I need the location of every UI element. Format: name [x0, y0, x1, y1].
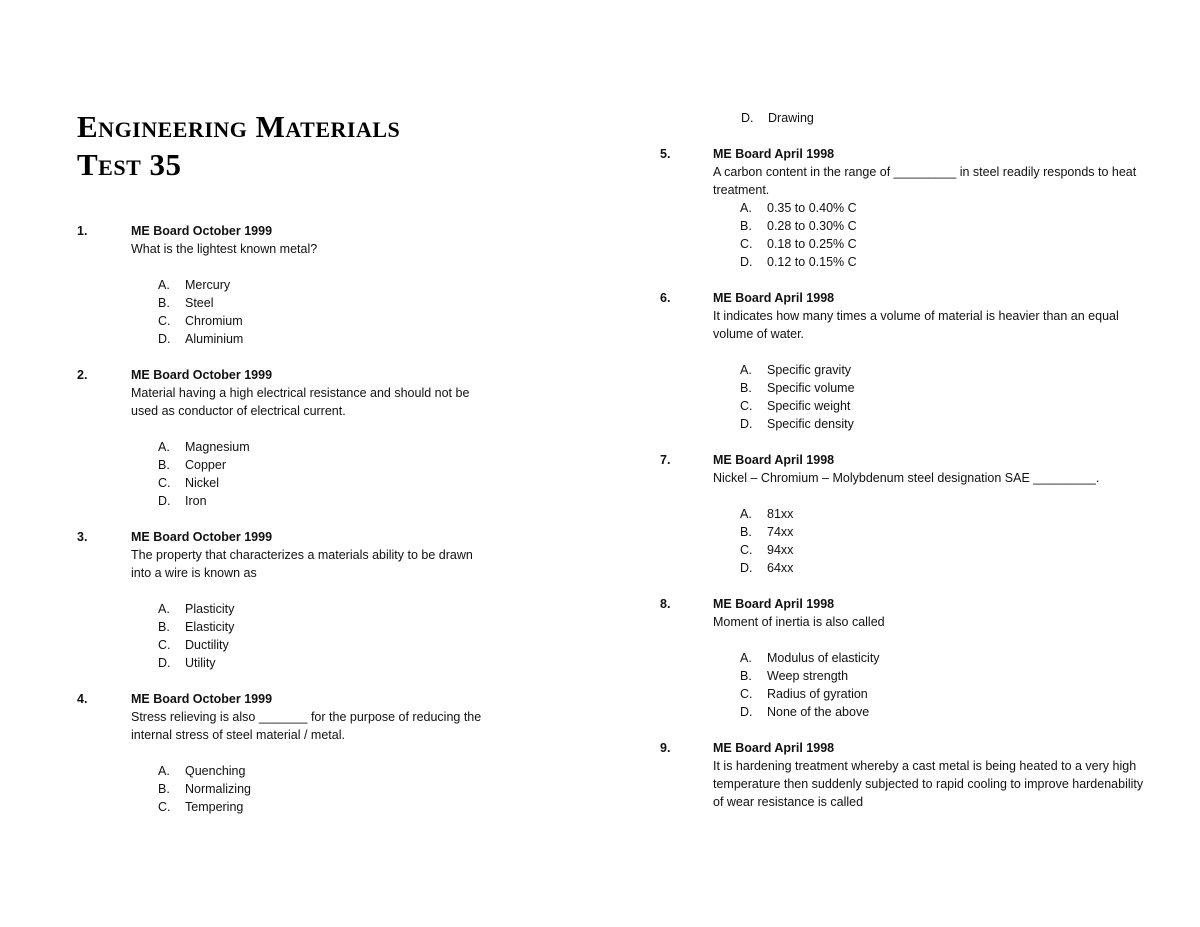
option-text: Chromium [185, 314, 243, 328]
option-letter: A. [740, 363, 752, 377]
question-number: 5. [660, 147, 671, 161]
options-list [158, 600, 537, 672]
option-text: Elasticity [185, 620, 235, 634]
option-text: 0.12 to 0.15% C [767, 255, 857, 269]
question-number: 2. [77, 368, 88, 382]
question-stem: It is hardening treatment whereby a cast metal is being heated to a very high temperature then suddenly subjected to rapid cooling to improve hardenability of wear resistance is called [713, 759, 1144, 809]
option-text: Copper [185, 458, 226, 472]
question-source: ME Board October 1999 [131, 530, 273, 544]
question-body [713, 451, 1195, 577]
question-stem: A carbon content in the range of _________ in steel readily responds to heat treatment. [713, 165, 1137, 197]
question-source: ME Board April 1998 [713, 741, 835, 755]
question-item [77, 222, 537, 348]
option-item [158, 636, 537, 654]
option-text: Iron [185, 494, 207, 508]
option-text: Quenching [185, 764, 246, 778]
option-item [740, 217, 1195, 235]
option-text: Nickel [185, 476, 220, 490]
option-item [740, 379, 1195, 397]
question-stem: Nickel – Chromium – Molybdenum steel designation SAE _________. [713, 471, 1100, 485]
option-item [158, 474, 537, 492]
option-item [158, 294, 537, 312]
question-source: ME Board October 1999 [131, 692, 273, 706]
option-item [740, 199, 1195, 217]
options-list [158, 438, 537, 510]
option-letter: B. [740, 669, 752, 683]
option-text: Radius of gyration [767, 687, 868, 701]
question-source: ME Board April 1998 [713, 147, 835, 161]
question-body [713, 145, 1195, 271]
question-stem: What is the lightest known metal? [131, 242, 318, 256]
option-text: Specific gravity [767, 363, 852, 377]
option-item [740, 559, 1195, 577]
left-column [77, 222, 537, 816]
option-letter: C. [740, 237, 753, 251]
option-text: None of the above [767, 705, 870, 719]
option-letter: A. [158, 278, 170, 292]
question-stem: Stress relieving is also _______ for the purpose of reducing the internal stress of steel material / metal. [131, 710, 482, 742]
question-number: 1. [77, 224, 88, 238]
question-number: 6. [660, 291, 671, 305]
option-item [158, 654, 537, 672]
question-item [660, 145, 1195, 271]
question-body [131, 222, 537, 348]
option-item [740, 667, 1195, 685]
option-item [158, 762, 537, 780]
option-text: Specific weight [767, 399, 851, 413]
option-letter: A. [740, 201, 752, 215]
option-letter: A. [158, 440, 170, 454]
question-item [77, 366, 537, 510]
option-item [158, 312, 537, 330]
question-item [660, 289, 1195, 433]
option-letter: B. [158, 782, 170, 796]
option-item [740, 415, 1195, 433]
option-letter: D. [740, 705, 753, 719]
option-item [740, 253, 1195, 271]
option-text: 0.18 to 0.25% C [767, 237, 857, 251]
question-body [131, 690, 537, 816]
question-source: ME Board October 1999 [131, 224, 273, 238]
option-text: Normalizing [185, 782, 251, 796]
option-letter: C. [158, 476, 171, 490]
question-item [660, 451, 1195, 577]
option-text: Weep strength [767, 669, 849, 683]
right-column [660, 109, 1195, 811]
option-text: Magnesium [185, 440, 250, 454]
option-text: Tempering [185, 800, 244, 814]
option-letter: D. [741, 111, 754, 125]
option-letter: A. [158, 602, 170, 616]
option-item [158, 330, 537, 348]
question-body [713, 739, 1195, 811]
option-letter: D. [158, 494, 171, 508]
option-text: 94xx [767, 543, 794, 557]
option-letter: C. [740, 687, 753, 701]
question-source: ME Board April 1998 [713, 291, 835, 305]
question-stem: The property that characterizes a materials ability to be drawn into a wire is known as [131, 548, 473, 580]
options-list [740, 361, 1195, 433]
option-letter: C. [740, 399, 753, 413]
option-item [740, 649, 1195, 667]
option-item [741, 109, 1195, 127]
option-item [740, 235, 1195, 253]
continued-options [741, 109, 1195, 127]
question-number: 8. [660, 597, 671, 611]
option-letter: B. [740, 525, 752, 539]
option-letter: C. [158, 638, 171, 652]
question-number: 3. [77, 530, 88, 544]
option-letter: B. [158, 620, 170, 634]
question-number: 7. [660, 453, 671, 467]
option-text: Aluminium [185, 332, 244, 346]
test-number-title: Test 35 [77, 147, 182, 182]
option-letter: B. [740, 219, 752, 233]
option-letter: A. [740, 507, 752, 521]
question-source: ME Board April 1998 [713, 453, 835, 467]
option-text: 64xx [767, 561, 794, 575]
option-letter: C. [158, 314, 171, 328]
option-text: 0.28 to 0.30% C [767, 219, 857, 233]
question-body [131, 366, 537, 510]
option-text: Ductility [185, 638, 229, 652]
question-source: ME Board October 1999 [131, 368, 273, 382]
option-letter: B. [740, 381, 752, 395]
options-list [740, 199, 1195, 271]
question-stem: Material having a high electrical resistance and should not be used as conductor of electrical current. [131, 386, 470, 418]
option-letter: D. [158, 656, 171, 670]
option-letter: B. [158, 458, 170, 472]
option-item [740, 541, 1195, 559]
question-body [131, 528, 537, 672]
question-item [660, 595, 1195, 721]
option-letter: D. [740, 417, 753, 431]
option-item [158, 492, 537, 510]
option-item [158, 456, 537, 474]
option-item [158, 618, 537, 636]
question-number: 9. [660, 741, 671, 755]
option-text: 74xx [767, 525, 794, 539]
option-text: 81xx [767, 507, 794, 521]
question-body [713, 595, 1195, 721]
options-list [740, 505, 1195, 577]
option-text: Steel [185, 296, 214, 310]
option-text: Specific density [767, 417, 854, 431]
option-letter: D. [158, 332, 171, 346]
option-letter: A. [740, 651, 752, 665]
page-title: Engineering Materials [77, 109, 401, 144]
option-text: Plasticity [185, 602, 235, 616]
option-item [158, 798, 537, 816]
options-list [158, 762, 537, 816]
question-stem: Moment of inertia is also called [713, 615, 885, 629]
option-letter: D. [740, 561, 753, 575]
options-list [158, 276, 537, 348]
question-source: ME Board April 1998 [713, 597, 835, 611]
option-text: Drawing [768, 111, 814, 125]
option-item [158, 600, 537, 618]
option-letter: A. [158, 764, 170, 778]
option-text: Specific volume [767, 381, 855, 395]
question-stem: It indicates how many times a volume of material is heavier than an equal volume of water. [713, 309, 1119, 341]
question-number: 4. [77, 692, 88, 706]
option-letter: D. [740, 255, 753, 269]
option-text: Utility [185, 656, 216, 670]
option-item [158, 438, 537, 456]
option-letter: C. [158, 800, 171, 814]
option-text: 0.35 to 0.40% C [767, 201, 857, 215]
option-text: Modulus of elasticity [767, 651, 880, 665]
option-item [740, 685, 1195, 703]
question-body [713, 289, 1195, 433]
option-item [740, 523, 1195, 541]
options-list [740, 649, 1195, 721]
option-item [158, 780, 537, 798]
option-item [740, 397, 1195, 415]
question-item [660, 739, 1195, 811]
option-item [158, 276, 537, 294]
option-letter: C. [740, 543, 753, 557]
question-item [77, 690, 537, 816]
option-item [740, 703, 1195, 721]
option-item [740, 505, 1195, 523]
option-text: Mercury [185, 278, 231, 292]
question-item [77, 528, 537, 672]
option-item [740, 361, 1195, 379]
option-letter: B. [158, 296, 170, 310]
